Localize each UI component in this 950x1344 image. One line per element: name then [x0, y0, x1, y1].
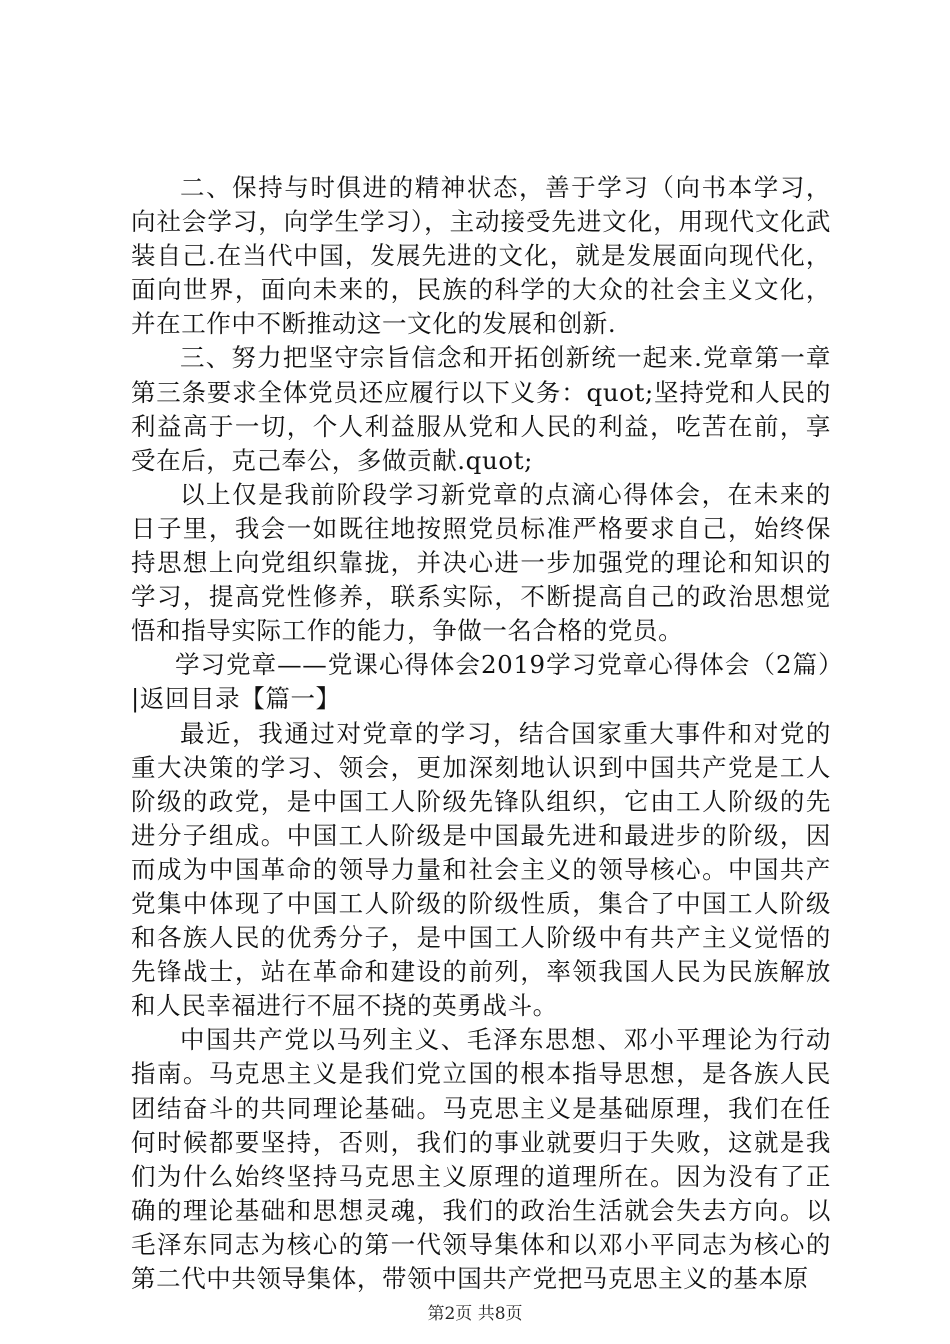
paragraph-conclusion: 以上仅是我前阶段学习新党章的点滴心得体会，在未来的日子里，我会一如既往地按照党员标准严格要求自己，始终保持思想上向党组织靠拢，并决心进一步加强党的理论和知识的学习，提高党性修养，联系实际，不断提高自己的政治思想觉悟和指导实际工作的能力，争做一名合格的党员。: [131, 479, 831, 646]
paragraph-working-class: 最近，我通过对党章的学习，结合国家重大事件和对党的重大决策的学习、领会，更加深刻地认识到中国共产党是工人阶级的政党，是中国工人阶级先锋队组织，它由工人阶级的先进分子组成。中国工人阶级是中国最先进和最进步的阶级，因而成为中国革命的领导力量和社会主义的领导核心。中国共产党集中体现了中国工人阶级的阶级性质，集合了中国工人阶级和各族人民的优秀分子，是中国工人阶级中有共产主义觉悟的先锋战士，站在革命和建设的前列，率领我国人民为民族解放和人民幸福进行不屈不挠的英勇战斗。: [131, 718, 831, 1021]
paragraph-guiding-theory: 中国共产党以马列主义、毛泽东思想、邓小平理论为行动指南。马克思主义是我们党立国的根本指导思想，是各族人民团结奋斗的共同理论基础。马克思主义是基础原理，我们在任何时候都要坚持，否则，我们的事业就要归于失败，这就是我们为什么始终坚持马克思主义原理的道理所在。因为没有了正确的理论基础和思想灵魂，我们的政治生活就会失去方向。以毛泽东同志为核心的第一代领导集体和以邓小平同志为核心的第二代中共领导集体，带领中国共产党把马克思主义的基本原: [131, 1025, 831, 1293]
section-heading: 学习党章——党课心得体会2019学习党章心得体会（2篇）|返回目录【篇一】: [131, 650, 831, 714]
paragraph-purpose-innovation: 三、努力把坚守宗旨信念和开拓创新统一起来.党章第一章第三条要求全体党员还应履行以下义务：quot;坚持党和人民的利益高于一切，个人利益服从党和人民的利益，吃苦在前，享受在后，克己奉公，多做贡献.quot;: [131, 343, 831, 475]
document-body: [131, 171, 831, 1296]
paragraph-keep-pace: 二、保持与时俱进的精神状态，善于学习（向书本学习，向社会学习，向学生学习），主动接受先进文化，用现代文化武装自己.在当代中国，发展先进的文化，就是发展面向现代化，面向世界，面向未来的，民族的科学的大众的社会主义文化，并在工作中不断推动这一文化的发展和创新.: [131, 173, 831, 339]
page-number-footer: 第2页 共8页: [427, 1304, 523, 1324]
